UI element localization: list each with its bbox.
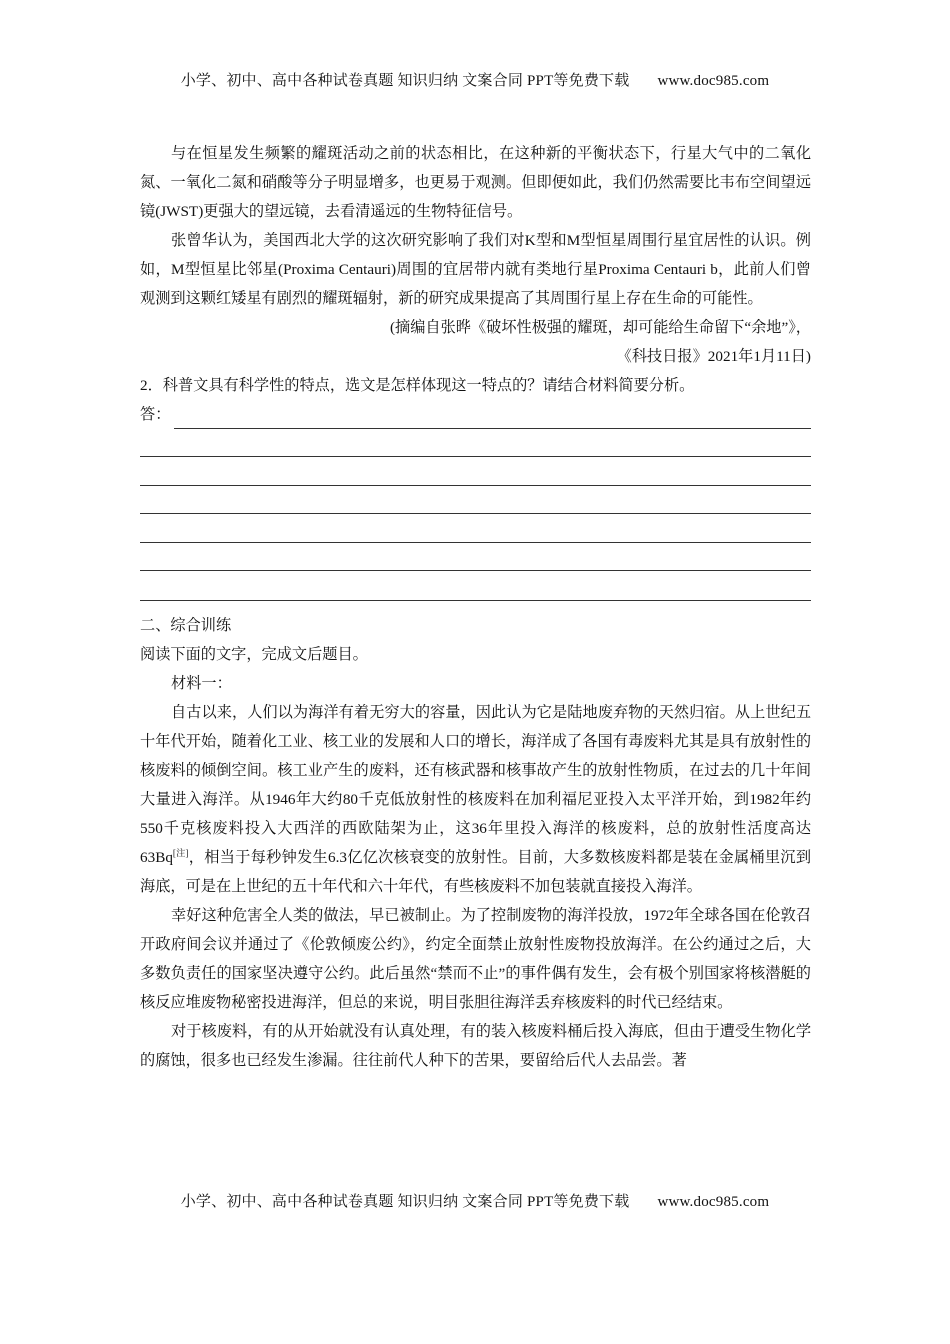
- reading-instruction: 阅读下面的文字，完成文后题目。: [140, 646, 368, 663]
- answer-line[interactable]: [140, 514, 811, 543]
- material-paragraph: 对于核废料，有的从开始就没有认真处理，有的装入核废料桶后投入海底，但由于遭受生物化学的腐蚀，很多也已经发生渗漏。往往前代人种下的苦果，要留给后代人去品尝。著: [140, 1023, 811, 1069]
- answer-area: [140, 400, 811, 601]
- material-paragraph: [140, 698, 811, 901]
- question-2: 2．科普文具有科学性的特点，选文是怎样体现这一特点的？请结合材料简要分析。: [140, 377, 695, 394]
- paragraph-text: ，相当于每秒钟发生6.3亿亿次核衰变的放射性。目前，大多数核废料都是装在金属桶里沉到海底，可是在上世纪的五十年代和六十年代，有些核废料不加包装就直接投入海洋。: [140, 849, 812, 895]
- material-label: 材料一：: [171, 675, 232, 692]
- answer-line[interactable]: [140, 543, 811, 572]
- page-header: [0, 69, 950, 90]
- page-footer: [0, 1190, 950, 1211]
- footnote-marker[interactable]: [注]: [172, 847, 189, 858]
- material-paragraph: 幸好这种危害全人类的做法，早已被制止。为了控制废物的海洋投放，1972年全球各国在伦敦召开政府间会议并通过了《伦敦倾废公约》，约定全面禁止放射性废物投放海洋。在公约通过之后，大多数负责任的国家坚决遵守公约。此后虽然“禁而不止”的事件偶有发生，会有极个别国家将核潜艇的核反应堆废物秘密投进海洋，但总的来说，明目张胆往海洋丢弃核废料的时代已经结束。: [140, 907, 811, 1011]
- footer-text: 小学、初中、高中各种试卷真题 知识归纳 文案合同 PPT等免费下载: [180, 1194, 630, 1210]
- section-title: 二、综合训练: [140, 617, 232, 634]
- answer-line[interactable]: [140, 429, 811, 458]
- header-text: 小学、初中、高中各种试卷真题 知识归纳 文案合同 PPT等免费下载: [180, 73, 630, 89]
- footer-url: www.doc985.com: [657, 1194, 770, 1210]
- document-body: [140, 139, 811, 1075]
- passage-paragraph: 与在恒星发生频繁的耀斑活动之前的状态相比，在这种新的平衡状态下，行星大气中的二氧化氮、一氧化二氮和硝酸等分子明显增多，也更易于观测。但即便如此，我们仍然需要比韦布空间望远镜(JWST)更强大的望远镜，去看清遥远的生物特征信号。: [140, 145, 811, 220]
- answer-underline: [140, 600, 811, 601]
- source-citation-line1: (摘编自张晔《破坏性极强的耀斑，却可能给生命留下“余地”》，: [389, 319, 811, 336]
- source-citation-line2: 《科技日报》2021年1月11日): [616, 348, 811, 365]
- answer-label: 答：: [140, 406, 171, 423]
- answer-line[interactable]: [140, 400, 811, 429]
- answer-line[interactable]: [140, 486, 811, 515]
- answer-line[interactable]: [140, 571, 811, 601]
- passage-paragraph: 张曾华认为，美国西北大学的这次研究影响了我们对K型和M型恒星周围行星宜居性的认识。例如，M型恒星比邻星(Proxima Centauri)周围的宜居带内就有类地行星Proxima Centauri b，此前人们曾观测到这颗红矮星有剧烈的耀斑辐射，新的研究成果提高了其周围行星上存在生命的可能性。: [140, 232, 811, 307]
- header-url: www.doc985.com: [657, 73, 770, 89]
- answer-line[interactable]: [140, 457, 811, 486]
- paragraph-text: 自古以来，人们以为海洋有着无穷大的容量，因此认为它是陆地废弃物的天然归宿。从上世纪五十年代开始，随着化工业、核工业的发展和人口的增长，海洋成了各国有毒废料尤其是具有放射性的核废料的倾倒空间。核工业产生的废料，还有核武器和核事故产生的放射性物质，在过去的几十年间大量进入海洋。从1946年大约80千克低放射性的核废料在加利福尼亚投入太平洋开始，到1982年约550千克核废料投入大西洋的西欧陆架为止，这36年里投入海洋的核废料，总的放射性活度高达63Bq: [140, 704, 811, 866]
